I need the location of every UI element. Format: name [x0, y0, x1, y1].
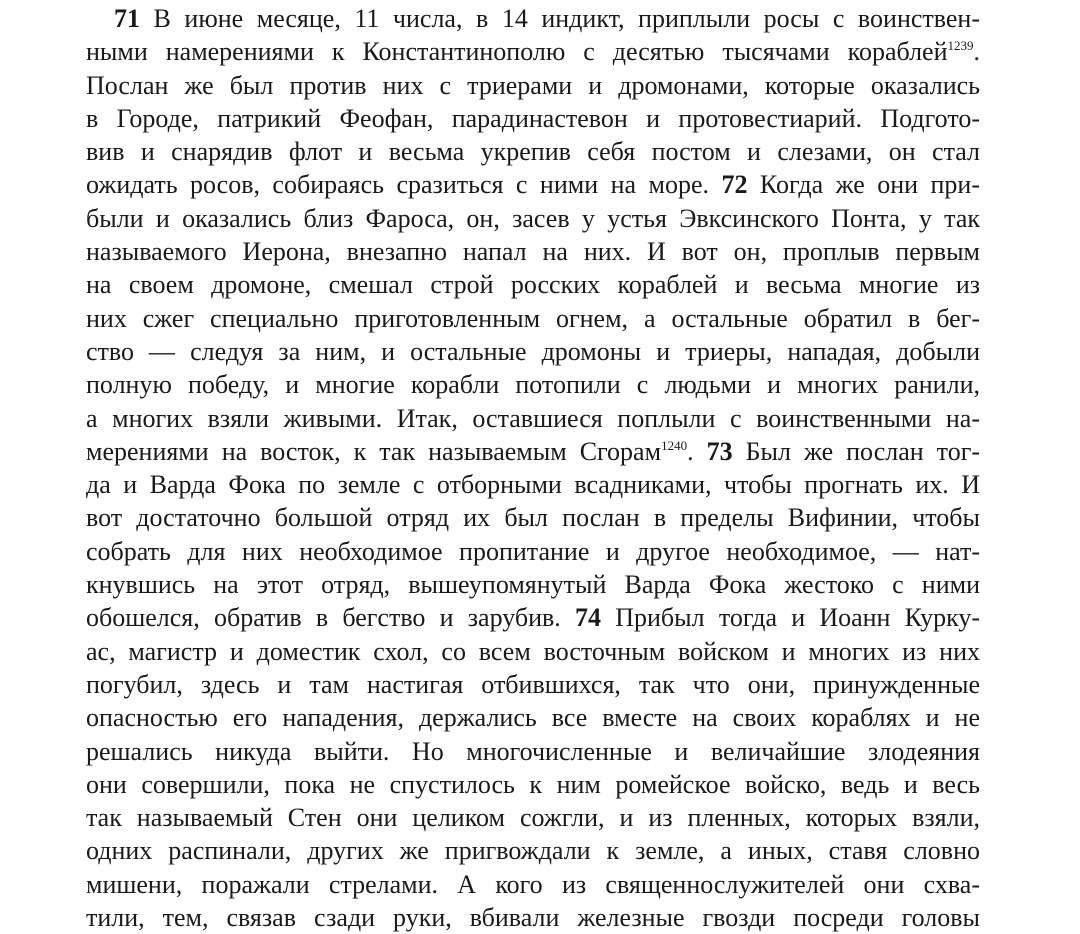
text-line — [86, 735, 980, 768]
text-segment: решались никуда выйти. Но многочисленные и величайшие злодеяния — [86, 736, 980, 766]
text-line — [86, 768, 980, 801]
text-segment: собрать для них необходимое пропитание и другое необходимое, — нат- — [86, 536, 980, 566]
paragraph-number: 71 — [114, 4, 140, 33]
text-line — [86, 868, 980, 901]
text-line — [86, 635, 980, 668]
text-line — [86, 2, 980, 35]
text-segment: тили, тем, связав сзади руки, вбивали железные гвозди посреди головы — [86, 903, 980, 933]
text-line — [86, 435, 980, 468]
text-line — [86, 801, 980, 834]
text-line — [86, 901, 980, 934]
text-line — [86, 202, 980, 235]
text-segment: Когда же они при- — [747, 170, 980, 200]
text-line — [86, 69, 980, 102]
text-segment: мерениями на восток, к так называемым Сгорам — [86, 436, 662, 466]
text-segment: ас, магистр и доместик схол, со всем восточным войском и многих из них — [86, 636, 980, 666]
text-segment: так называемый Стен они целиком сожгли, и из пленных, которых взяли, — [86, 803, 980, 833]
text-segment: на своем дромоне, смешал строй росских кораблей и весьма многие из — [86, 270, 980, 300]
text-line — [86, 268, 980, 301]
text-segment: В июне месяце, 11 числа, в 14 индикт, приплыли росы с воинствен- — [140, 4, 980, 33]
text-segment: них сжег специально приготовленным огнем, а остальные обратил в бег- — [86, 303, 980, 333]
text-line — [86, 368, 980, 401]
text-line — [86, 402, 980, 435]
text-segment: Послан же был против них с триерами и дромонами, которые оказались — [86, 70, 980, 100]
text-segment: в Городе, патрикий Феофан, парадинастевон и протовестиарий. Подгото- — [86, 103, 980, 133]
text-line — [86, 302, 980, 335]
text-segment: . — [973, 37, 980, 67]
text-line — [86, 535, 980, 568]
text-segment: Прибыл тогда и Иоанн Курку- — [601, 603, 980, 633]
text-segment: одних распинали, других же пригвождали к земле, а иных, ставя словно — [86, 836, 980, 866]
text-line — [86, 834, 980, 867]
text-line — [86, 568, 980, 601]
text-line — [86, 668, 980, 701]
page-text — [86, 2, 980, 934]
paragraph-number: 73 — [706, 436, 733, 466]
footnote-ref: 1239 — [947, 38, 974, 54]
text-segment: называемого Иерона, внезапно напал на них. И вот он, проплыв первым — [86, 237, 980, 267]
footnote-ref: 1240 — [661, 437, 688, 453]
text-segment: . — [687, 436, 707, 466]
text-line — [86, 501, 980, 534]
text-line — [86, 701, 980, 734]
text-line — [86, 601, 980, 634]
text-segment: ными намерениями к Константинополю с десятью тысячами кораблей — [86, 37, 948, 67]
text-segment: вив и снарядив флот и весьма укрепив себя постом и слезами, он стал — [86, 137, 980, 167]
text-segment: были и оказались близ Фароса, он, засев у устья Эвксинского Понта, у так — [86, 203, 980, 233]
text-segment: погубил, здесь и там настигая отбившихся, так что они, принужденные — [86, 669, 980, 699]
text-segment: опасностью его нападения, держались все вместе на своих кораблях и не — [86, 703, 980, 733]
text-line — [86, 335, 980, 368]
text-segment: мишени, поражали стрелами. А кого из священнослужителей они схва- — [86, 869, 980, 899]
text-segment: полную победу, и многие корабли потопили с людьми и многих ранили, — [86, 370, 980, 400]
text-segment: ство — следуя за ним, и остальные дромоны и триеры, нападая, добыли — [86, 336, 980, 366]
text-segment: ожидать росов, собираясь сразиться с ними на море. — [86, 170, 722, 200]
text-segment: кнувшись на этот отряд, вышеупомянутый Варда Фока жестоко с ними — [86, 570, 980, 600]
text-line — [86, 102, 980, 135]
text-segment: обошелся, обратив в бегство и зарубив. — [86, 603, 576, 633]
paragraph-number: 74 — [575, 603, 602, 633]
text-line — [86, 468, 980, 501]
text-segment: а многих взяли живыми. Итак, оставшиеся поплыли с воинственными на- — [86, 403, 980, 433]
text-segment: они совершили, пока не спустилось к ним ромейское войско, ведь и весь — [86, 769, 980, 799]
text-line — [86, 235, 980, 268]
paragraph-number: 72 — [721, 170, 748, 200]
text-segment: да и Варда Фока по земле с отборными всадниками, чтобы прогнать их. И — [86, 470, 980, 500]
text-line — [86, 168, 980, 201]
text-segment: Был же послан тог- — [732, 436, 981, 466]
text-line — [86, 35, 980, 68]
text-line — [86, 135, 980, 168]
text-segment: вот достаточно большой отряд их был послан в пределы Вифинии, чтобы — [86, 503, 980, 533]
